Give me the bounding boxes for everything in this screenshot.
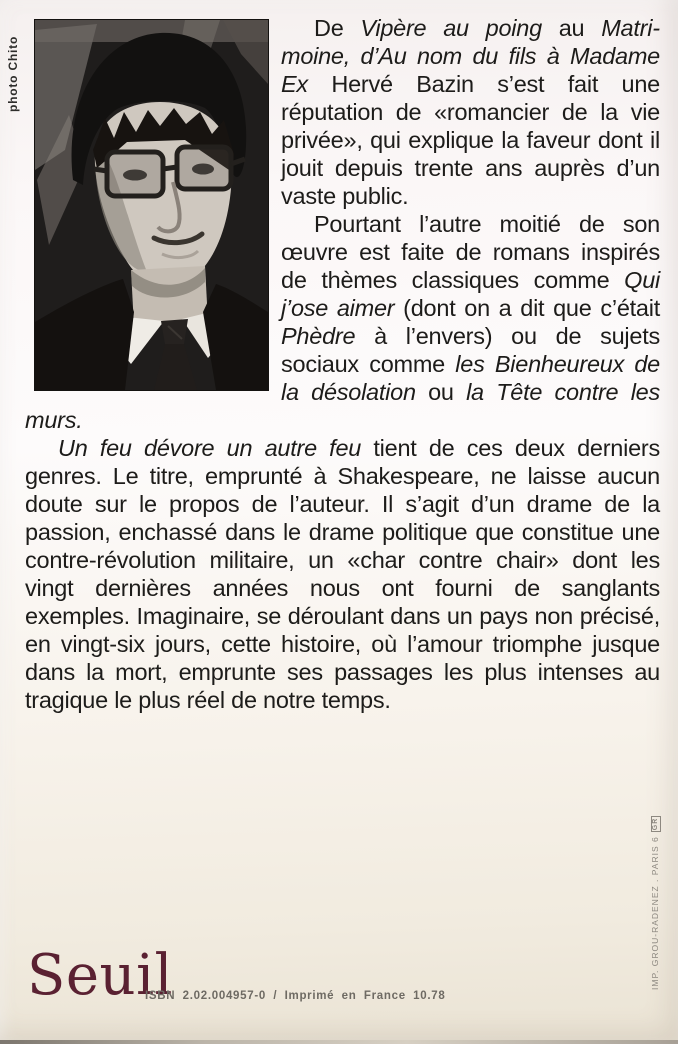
author-portrait-illustration [35, 20, 268, 390]
paragraph: De Vipère au poing au Matrimoine, d’Au nom du fils à Madame Ex Hervé Bazin s’est fait une réputation de «romancier de la vie privée», qui explique la faveur dont il jouit depuis trente ans auprès d’un vaste public. [281, 15, 661, 209]
author-photo [35, 20, 268, 390]
cover-content [25, 14, 660, 714]
printer-credit [650, 816, 661, 990]
photo-credit-label: photo Chito [6, 35, 20, 112]
paragraph: Pourtant l’autre moitié de son œuvre est faite de romans inspirés de thèmes classiques comme Qui j’ose aimer (dont on a dit que c’était Phèdre à l’envers) ou de sujets sociaux comme les Bienheureux de la désolation ou la Tête contre les murs. [25, 211, 661, 433]
isbn-line: ISBN 2.02.004957-0 / Imprimé en France 10.78 [145, 990, 446, 1002]
printer-credit-label: IMP. GROU-RADENEZ . PARIS 6 [650, 836, 660, 990]
scan-edge-shadow [0, 1040, 678, 1044]
publisher-logo: Seuil [27, 943, 173, 1008]
photo-credit [6, 36, 20, 112]
paragraph: Un feu dévore un autre feu tient de ces deux derniers genres. Le titre, emprunté à Shakespeare, ne laisse aucun doute sur le propos de l’auteur. Il s’agit d’un drame de la passion, enchassé dans le drame politique que constitue une contre-révolution militaire, un «char contre chair» dont les vingt dernières années nous ont fourni de sanglants exemples. Imaginaire, se déroulant dans un pays non précisé, en vingt-six jours, cette histoire, où l’amour triomphe jusque dans la mort, emprunte ses passages les plus intenses au tragique le plus réel de notre temps. [25, 435, 660, 713]
printer-logo: GR [652, 817, 659, 831]
